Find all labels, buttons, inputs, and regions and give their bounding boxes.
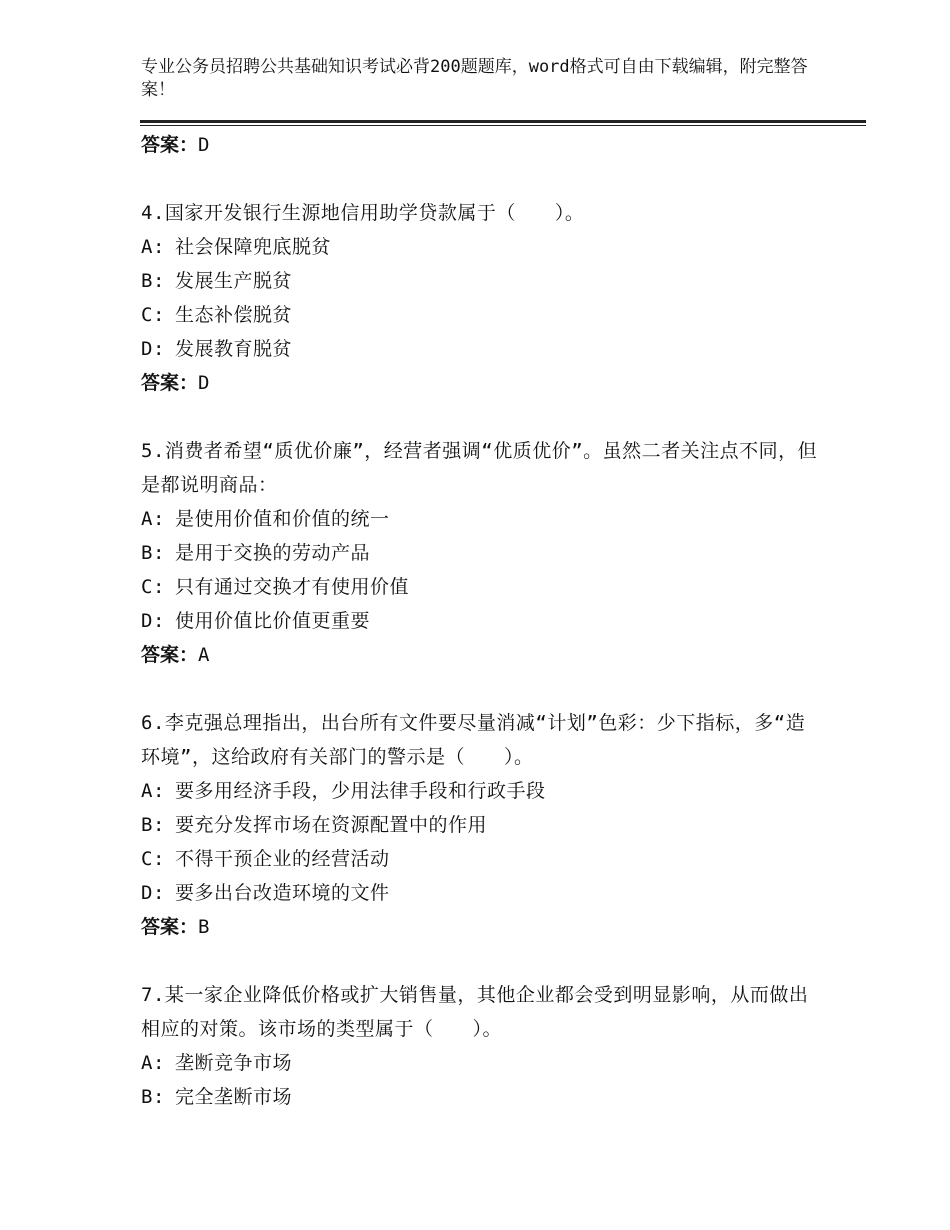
question-7 [141,978,821,1114]
answer-line [141,366,821,400]
option-text: 社会保障兜底脱贫 [175,236,332,258]
answer-line [141,128,821,162]
question-4 [141,196,821,400]
option-text: 不得干预企业的经营活动 [175,848,390,870]
option-d [141,876,821,910]
option-c [141,570,821,604]
header-divider-thick [140,120,866,123]
option-text: 要多用经济手段，少用法律手段和行政手段 [175,780,546,802]
option-c [141,842,821,876]
option-text: 是使用价值和价值的统一 [175,508,390,530]
answer-line [141,638,821,672]
option-text: 要多出台改造环境的文件 [175,882,390,904]
option-letter: B: [141,814,165,836]
option-text: 发展生产脱贫 [175,270,293,292]
question-stem: 7.某一家企业降低价格或扩大销售量，其他企业都会受到明显影响，从而做出相应的对策。该市场的类型属于（ ）。 [141,984,809,1040]
answer-label: 答案： [141,134,199,156]
option-letter: A: [141,508,165,530]
option-text: 使用价值比价值更重要 [175,610,371,632]
answer-label: 答案： [141,644,199,666]
option-b [141,1080,821,1114]
option-text: 是用于交换的劳动产品 [175,542,371,564]
option-text: 只有通过交换才有使用价值 [175,576,410,598]
option-letter: A: [141,780,165,802]
question-stem: 6.李克强总理指出，出台所有文件要尽量消减“计划”色彩：少下指标，多“造环境”，这给政府有关部门的警示是（ ）。 [141,712,806,768]
option-text: 垄断竞争市场 [175,1052,293,1074]
option-letter: B: [141,542,165,564]
option-text: 生态补偿脱贫 [175,304,293,326]
option-a [141,1046,821,1080]
option-letter: B: [141,270,165,292]
question-6 [141,706,821,944]
option-letter: C: [141,304,165,326]
answer-value: A [198,644,210,666]
question-stem: 4.国家开发银行生源地信用助学贷款属于（ ）。 [141,202,585,224]
header-divider [140,120,866,126]
option-letter: A: [141,236,165,258]
answer-label: 答案： [141,372,199,394]
option-b [141,536,821,570]
option-letter: C: [141,576,165,598]
option-text: 完全垄断市场 [175,1086,293,1108]
option-letter: D: [141,610,165,632]
option-d [141,604,821,638]
option-b [141,808,821,842]
option-b [141,264,821,298]
answer-value: D [198,134,210,156]
option-c [141,298,821,332]
option-text: 发展教育脱贫 [175,338,293,360]
option-a [141,230,821,264]
option-letter: C: [141,848,165,870]
answer-line [141,910,821,944]
header-divider-thin [140,125,866,126]
option-letter: B: [141,1086,165,1108]
question-stem: 5.消费者希望“质优价廉”，经营者强调“优质优价”。虽然二者关注点不同，但是都说明商品： [141,440,818,496]
question-list [141,128,821,1114]
option-a [141,774,821,808]
option-text: 要充分发挥市场在资源配置中的作用 [175,814,488,836]
option-a [141,502,821,536]
option-letter: D: [141,882,165,904]
option-letter: D: [141,338,165,360]
answer-value: B [198,916,210,938]
question-5 [141,434,821,672]
answer-label: 答案： [141,916,199,938]
option-d [141,332,821,366]
answer-value: D [198,372,210,394]
page-header: 专业公务员招聘公共基础知识考试必背200题题库，word格式可自由下载编辑，附完整答案！ [141,57,808,100]
option-letter: A: [141,1052,165,1074]
